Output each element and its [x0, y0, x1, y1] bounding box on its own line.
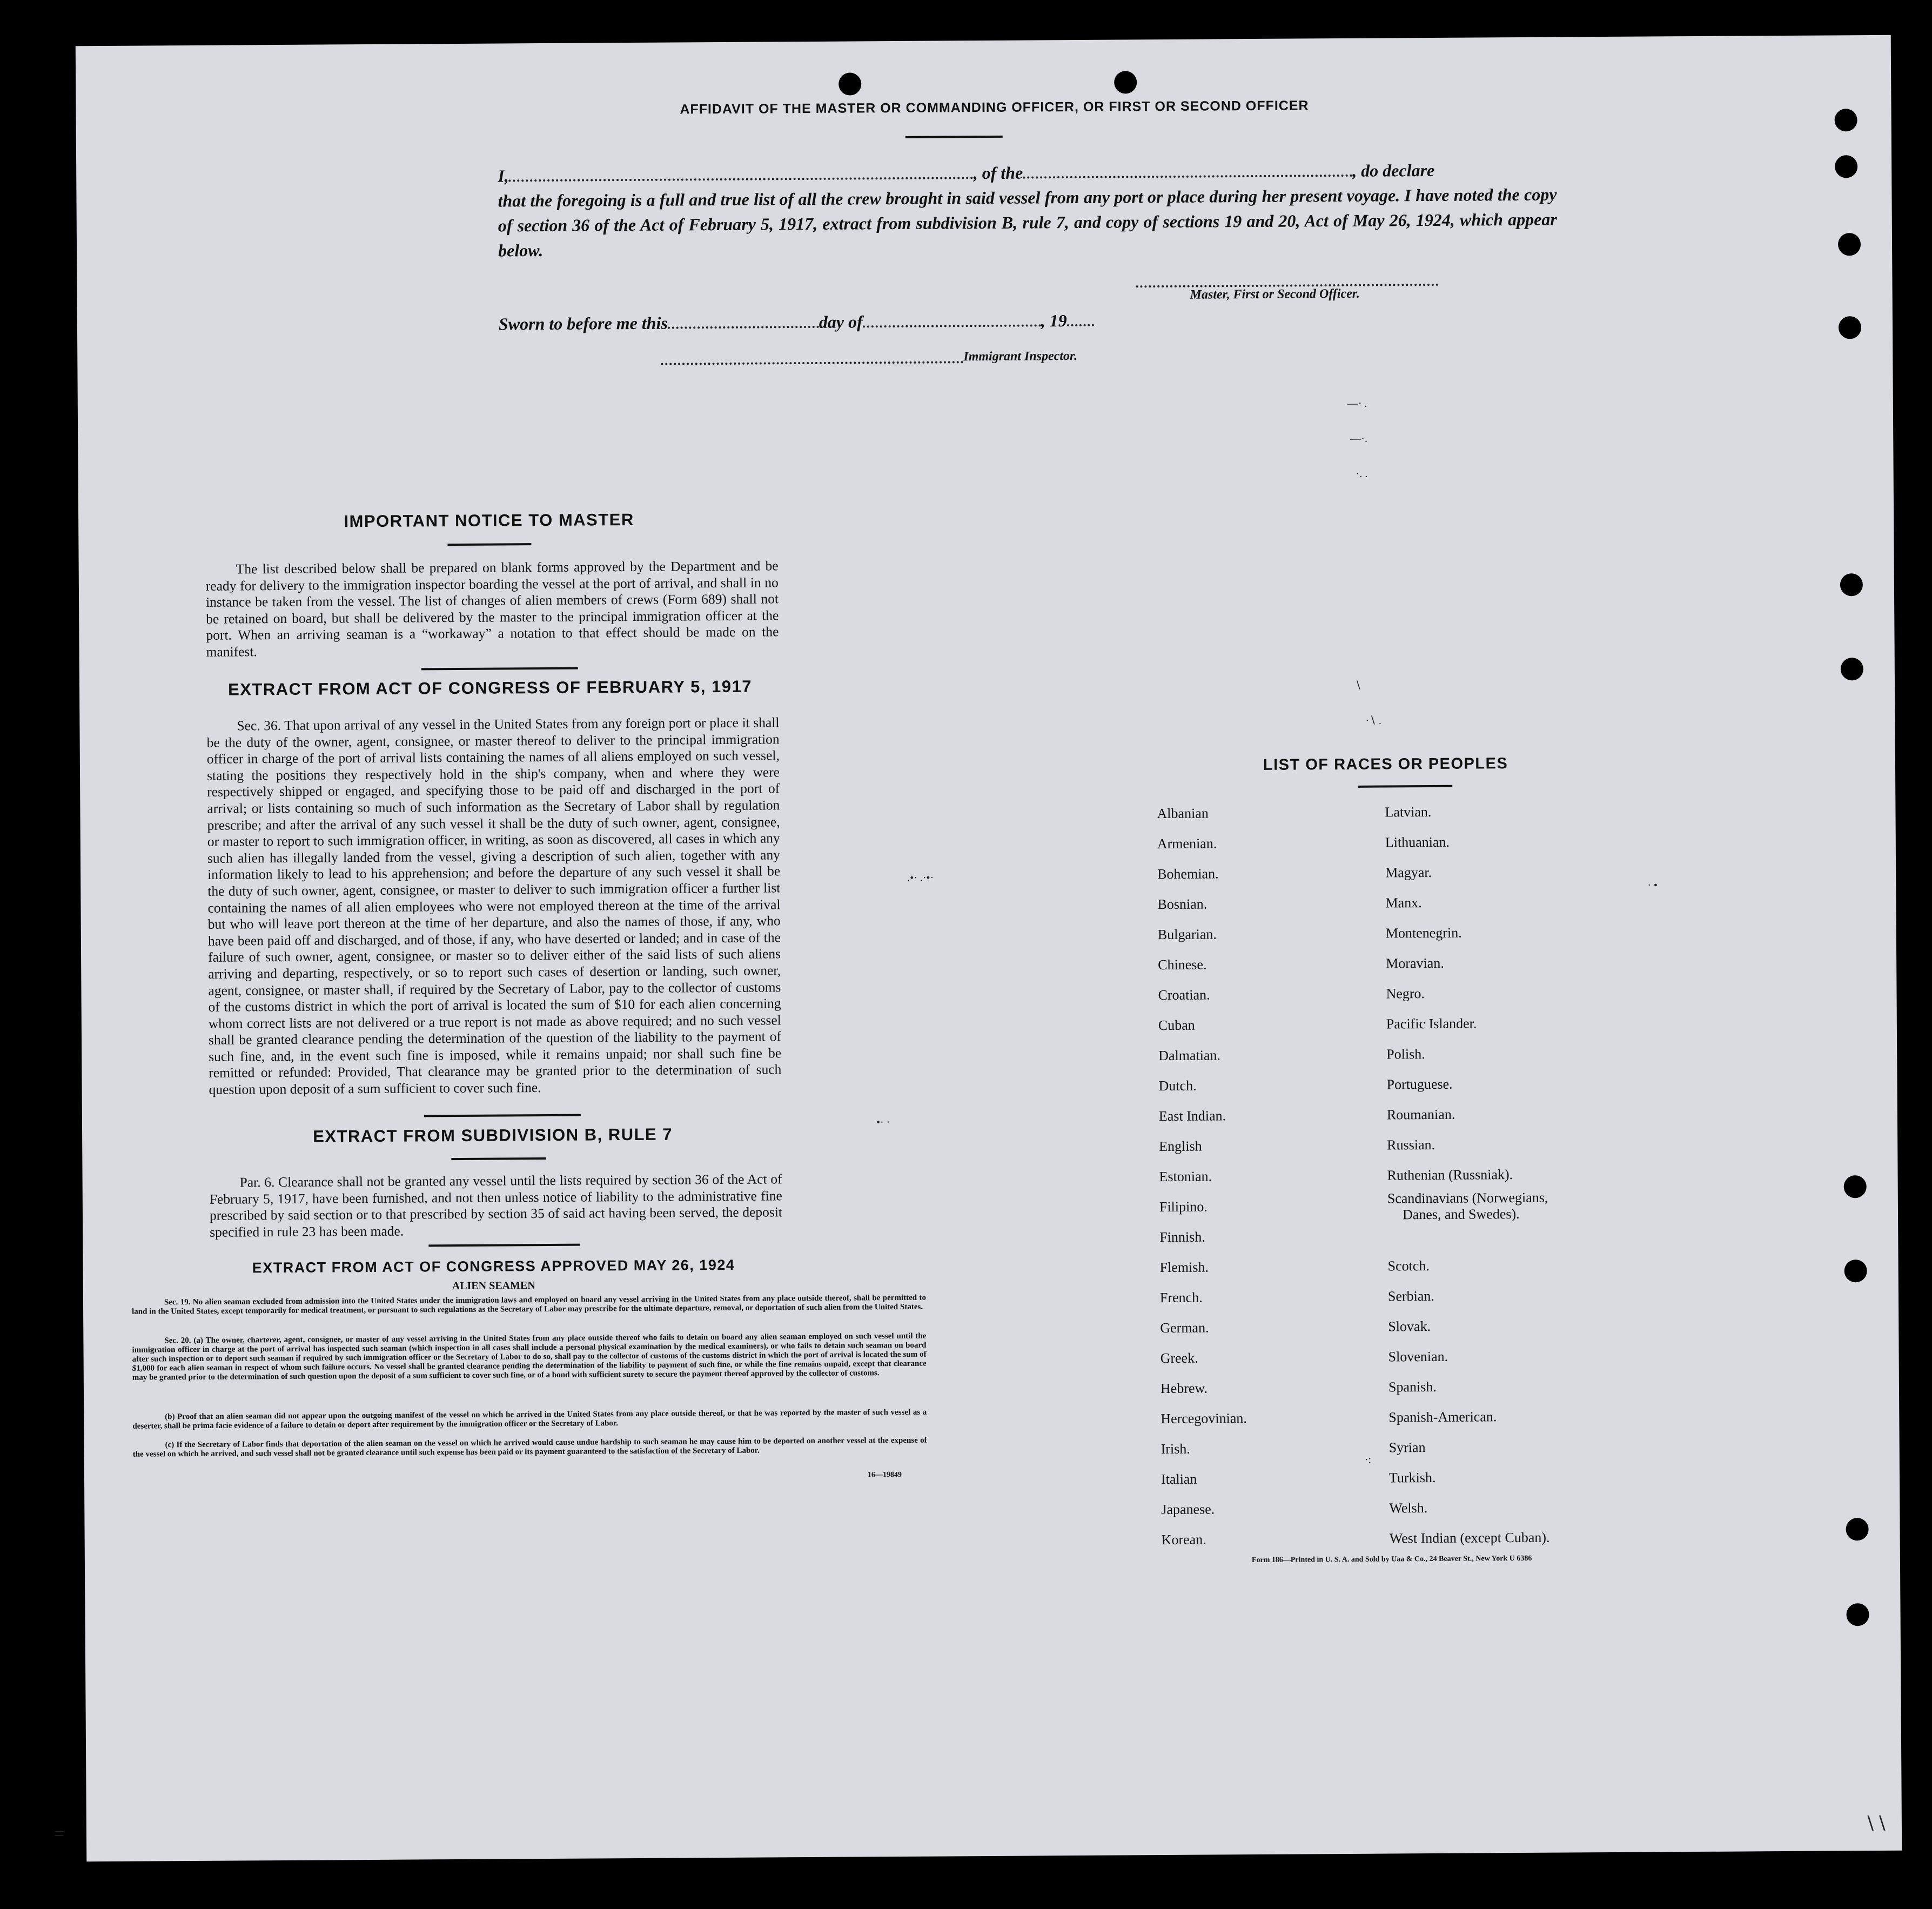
race-item: Danes, and Swedes).	[1402, 1206, 1520, 1223]
race-item: Montenegrin.	[1385, 925, 1462, 941]
race-item: Bulgarian.	[1157, 926, 1217, 943]
race-item: East Indian.	[1158, 1108, 1226, 1124]
race-item: Serbian.	[1387, 1288, 1434, 1304]
race-item: Slovak.	[1388, 1318, 1431, 1335]
race-item: Bohemian.	[1157, 866, 1219, 882]
sworn-year-field[interactable]	[1067, 324, 1094, 326]
race-item: Finnish.	[1159, 1229, 1205, 1245]
punch-hole	[1841, 658, 1863, 680]
races-title: LIST OF RACES OR PEOPLES	[1263, 755, 1508, 774]
pencil-mark: ·:	[1364, 1453, 1372, 1466]
sworn-line	[499, 308, 1094, 337]
divider	[421, 667, 578, 671]
year-prefix: , 19	[1041, 311, 1067, 331]
extract-1917-title: EXTRACT FROM ACT OF CONGRESS OF FEBRUARY 5, 1917	[227, 676, 753, 699]
printer-footer: Form 186—Printed in U. S. A. and Sold by Uaa & Co., 24 Beaver St., New York U 6386	[1251, 1554, 1532, 1565]
punch-hole	[1838, 233, 1861, 256]
sec-20a-text: Sec. 20. (a) The owner, charterer, agent, consignee, or master of any vessel arriving in the United States from any place outside thereof who fails to detain on board any alien seaman employed on such vessel until the immigration officer in charge at the port of arrival has inspected such seaman (which inspection in all cases shall include a personal physical examination by the medical examiners), or who fails to detain such seaman on board after such inspection or to deport such seaman if required by such immigration officer or the Secretary of Labor to do so, shall pay to the collector of customs of the customs district in which the port of arrival is located the sum of $1,000 for each alien seaman in respect of whom such failure occurs. No vessel shall be granted clearance pending the determination of the liability to payment of such fine, or while the fine remains unpaid, except that clearance may be granted prior to the determination of such question upon the deposit of a sum sufficient to cover such fine, or of a bond with sufficient surety to secure the payment thereof approved by the collector of customs.	[132, 1331, 927, 1382]
race-item: Korean.	[1161, 1531, 1206, 1548]
race-item: Flemish.	[1159, 1259, 1209, 1276]
sec-20b-text: (b) Proof that an alien seaman did not appear upon the outgoing manifest of the vessel on which he arrived in the United States from any place outside thereof, or that he was reported by the master of such vessel as a deserter, shall be prima facie evidence of a failure to detain or deport after requirement by the immigration officer or the Secretary of Labor.	[132, 1408, 927, 1431]
sec-19-text: Sec. 19. No alien seaman excluded from admission into the United States under the immigration laws and employed on board any vessel arriving in the United States from any place outside thereof, shall be permitted to land in the United States, except temporarily for medical treatment, or pursuant to such regulations as the Secretary of Labor may prescribe for the ultimate departure, removal, or deportation of such alien from the United States.	[132, 1293, 926, 1316]
punch-hole	[1835, 155, 1857, 178]
declarant-prefix: I,	[498, 166, 509, 186]
punch-hole	[1844, 1260, 1867, 1282]
race-item: Pacific Islander.	[1386, 1015, 1477, 1032]
race-item: Estonian.	[1159, 1168, 1212, 1185]
races-right-column	[1385, 795, 1692, 1564]
sworn-month-field[interactable]	[863, 324, 1041, 327]
divider	[1358, 785, 1452, 788]
race-item: Filipino.	[1159, 1198, 1208, 1215]
pencil-mark: —· .	[1347, 397, 1367, 410]
declarant-name-field[interactable]	[509, 177, 974, 182]
extract-1917-text: Sec. 36. That upon arrival of any vessel in the United States from any foreign port or place it shall be the duty of the owner, agent, consignee, or master thereof to deliver to the principal immigration officer in charge of the port of arrival lists containing the names of all aliens employed on such vessel, stating the positions they respectively hold in the ship's company, when and where they were respectively shipped or engaged, and specifying those to be paid off and discharged in the port of arrival; or lists containing so much of such information as the Secretary of Labor shall by regulation prescribe; and after the arrival of any such vessel it shall be the duty of such owner, agent, consignee, or master to report to such immigration officer, in writing, as soon as discovered, all cases in which any such alien has illegally landed from the vessel, giving a description of such alien, together with any information likely to lead to his apprehension; and before the departure of any such vessel it shall be the duty of such owner, agent, consignee, or master to deliver to such immigration officer a further list containing the names of all alien employees who were not employed thereon at the time of the arrival but who will leave port thereon at the time of her departure, and also the names of those, if any, who have been paid off and discharged, and of those, if any, who have deserted or landed; and in case of the failure of such owner, agent, consignee, or master so to deliver either of the said lists of such aliens arriving and departing, respectively, or so to report such cases of desertion or landing, such owner, agent, consignee, or master shall, if required by the Secretary of Labor, pay to the collector of customs of the customs district in which the port of arrival is located the sum of $10 for each alien concerning whom correct lists are not delivered or a true report is not made as above required; and no such vessel shall be granted clearance pending the determination of the question of the liability to the payment of such fine, and, in the event such fine is imposed, while it remains unpaid; nor shall such fine be remitted or refunded: Provided, That clearance may be granted prior to the determination of such question upon deposit of a sum sufficient to cover such fine.	[206, 714, 782, 1097]
document-page	[53, 35, 1902, 1861]
race-item: English	[1159, 1138, 1202, 1155]
race-item: French.	[1159, 1289, 1203, 1306]
punch-hole	[1846, 1603, 1869, 1626]
race-item: Latvian.	[1385, 803, 1432, 820]
sworn-day-field[interactable]	[668, 326, 819, 329]
extract-1924-title: EXTRACT FROM ACT OF CONGRESS APPROVED MAY 26, 1924	[252, 1256, 735, 1276]
punch-hole	[838, 72, 861, 95]
race-item: Spanish-American.	[1388, 1409, 1497, 1425]
race-item: Irish.	[1160, 1441, 1190, 1457]
race-item: Syrian	[1388, 1439, 1426, 1456]
race-item: Moravian.	[1386, 955, 1444, 972]
race-item: Cuban	[1158, 1017, 1195, 1034]
extract-1924-subtitle: ALIEN SEAMEN	[452, 1280, 535, 1292]
punch-hole	[1840, 573, 1863, 596]
vessel-name-field[interactable]	[1023, 175, 1352, 179]
notice-text: The list described below shall be prepared on blank forms approved by the Department and be ready for delivery to the immigration inspector boarding the vessel at the port of arrival, and shall in no instance be taken from the vessel. The list of changes of alien members of crews (Form 689) shall not be retained on board, but shall be delivered by the master to the principal immigration officer at the port. When an arriving seaman is a “workaway” a notation to that effect should be made on the manifest.	[205, 558, 779, 660]
pencil-mark: ·. .	[1356, 467, 1368, 480]
pencil-mark: .•· .·•·	[907, 872, 934, 884]
race-item: Scandinavians (Norwegians,	[1387, 1189, 1548, 1207]
race-item: Ruthenian (Russniak).	[1387, 1167, 1513, 1183]
punch-hole	[1839, 316, 1861, 339]
race-item: Magyar.	[1385, 864, 1432, 881]
race-item: Italian	[1160, 1471, 1197, 1488]
race-item: Dalmatian.	[1158, 1047, 1221, 1064]
punch-hole	[1835, 109, 1857, 131]
race-item: Greek.	[1160, 1350, 1198, 1367]
sec-20c-text: (c) If the Secretary of Labor finds that deportation of the alien seaman on the vessel on which he arrived would cause undue hardship to such seaman he may cause him to be deported on another vessel at the expense of the vessel on which he arrived, and such vessel shall not be granted clearance until such expense has been paid or its payment guaranteed to the satisfaction of the Secretary of Labor.	[132, 1436, 927, 1459]
race-item: Negro.	[1386, 986, 1425, 1002]
divider	[905, 136, 1003, 138]
race-item: Roumanian.	[1386, 1106, 1455, 1123]
divider	[424, 1114, 581, 1117]
race-item: Manx.	[1385, 895, 1422, 911]
of-the-label: , of the	[973, 163, 1023, 183]
divider	[428, 1244, 580, 1247]
race-item: Portuguese.	[1386, 1076, 1453, 1093]
race-item: Japanese.	[1161, 1501, 1215, 1518]
punch-hole	[1844, 1175, 1867, 1198]
do-declare-label: , do declare	[1352, 160, 1435, 180]
divider	[451, 1157, 546, 1160]
race-item: Hercegovinian.	[1160, 1410, 1247, 1427]
master-signature-label: Master, First or Second Officer.	[1190, 286, 1360, 302]
race-item: Slovenian.	[1388, 1348, 1448, 1365]
race-item: Bosnian.	[1157, 896, 1208, 913]
race-item: Scotch.	[1387, 1258, 1430, 1274]
pencil-mark: ∖	[1354, 679, 1361, 692]
race-item: Hebrew.	[1160, 1380, 1208, 1397]
races-left-column	[1157, 798, 1378, 1566]
race-item: German.	[1160, 1319, 1209, 1336]
pencil-mark: •· ·	[876, 1116, 890, 1129]
declaration-text: that the foregoing is a full and true list of all the crew brought in said vessel from any port or place during her present voyage. I have noted the copy of section 36 of the Act of February 5, 1917, extract from subdivision B, rule 7, and copy of sections 19 and 20, Act of May 26, 1924, which appear below.	[498, 184, 1557, 260]
pencil-mark: · •	[1647, 879, 1658, 892]
pencil-mark: =	[53, 1824, 65, 1844]
day-of-label: day of	[819, 312, 863, 332]
notice-title: IMPORTANT NOTICE TO MASTER	[344, 510, 634, 531]
sworn-label: Sworn to before me this	[498, 313, 668, 334]
affidavit-title: AFFIDAVIT OF THE MASTER OR COMMANDING OFFICER, OR FIRST OR SECOND OFFICER	[680, 98, 1309, 117]
pencil-mark: —·.	[1350, 432, 1367, 445]
pencil-mark: ·∖ .	[1365, 714, 1381, 727]
race-item: Armenian.	[1157, 835, 1217, 852]
race-item: Chinese.	[1158, 956, 1207, 973]
inspector-label: Immigrant Inspector.	[963, 349, 1078, 364]
punch-hole	[1846, 1518, 1868, 1540]
race-item: West Indian (except Cuban).	[1389, 1529, 1550, 1546]
race-item: Lithuanian.	[1385, 834, 1450, 850]
form-code: 16—19849	[867, 1471, 902, 1479]
race-item: Welsh.	[1389, 1500, 1428, 1516]
divider	[447, 543, 531, 546]
race-item: Spanish.	[1388, 1378, 1437, 1395]
race-item: Polish.	[1386, 1046, 1425, 1062]
race-item: Dutch.	[1158, 1077, 1197, 1094]
race-item: Albanian	[1157, 805, 1209, 822]
inspector-signature-line[interactable]	[661, 361, 963, 365]
subdivision-b-title: EXTRACT FROM SUBDIVISION B, RULE 7	[313, 1124, 673, 1146]
pencil-mark: ∖∖	[1863, 1813, 1888, 1834]
race-item: Turkish.	[1388, 1469, 1436, 1486]
race-item: Croatian.	[1158, 987, 1210, 1003]
race-item: Russian.	[1387, 1136, 1435, 1153]
subdivision-b-text: Par. 6. Clearance shall not be granted any vessel until the lists required by section 36 of the Act of February 5, 1917, have been furnished, and not then unless notice of liability to the administrative fine prescribed by said section or to that prescribed by section 35 of said act having been served, the deposit specified in rule 23 has been made.	[209, 1171, 783, 1240]
punch-hole	[1114, 71, 1137, 93]
